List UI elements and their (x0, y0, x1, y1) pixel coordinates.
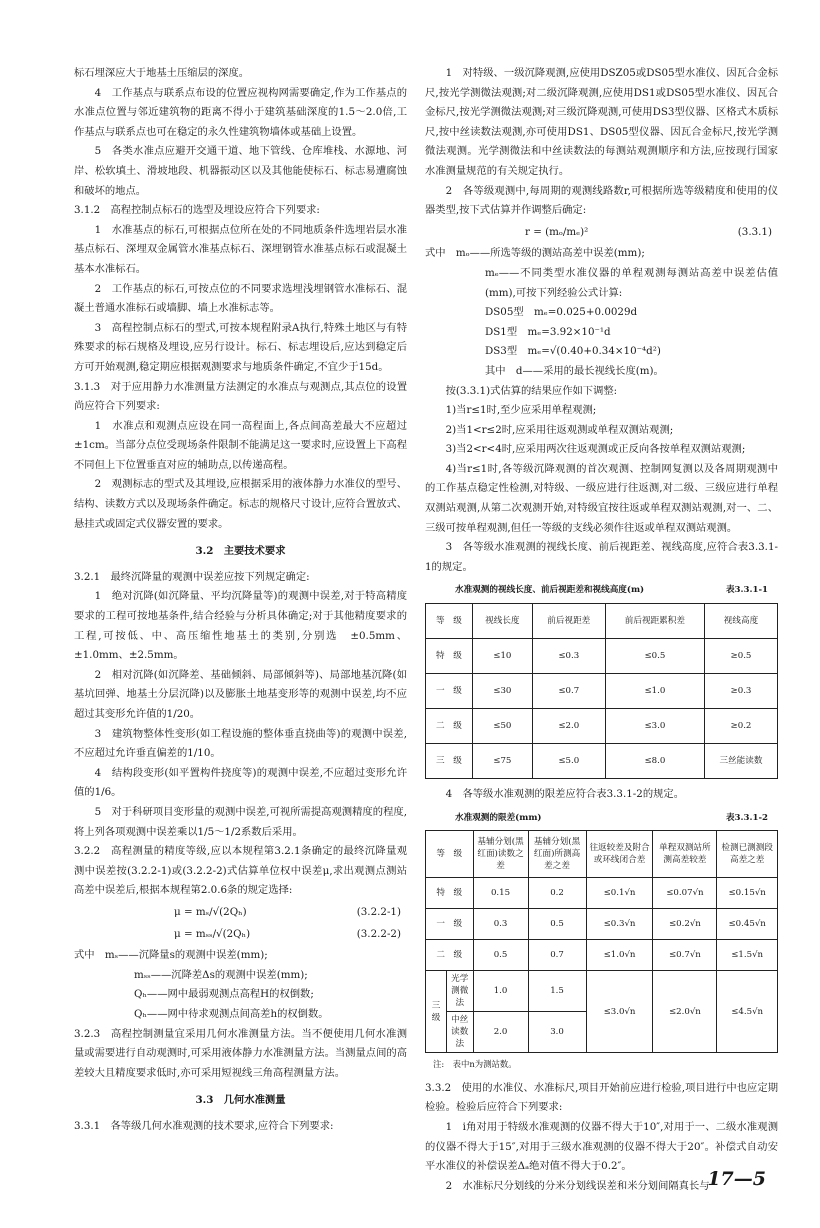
table-cell: 0.15 (473, 878, 528, 909)
paragraph: 按(3.3.1)式估算的结果应作如下调整: (445, 384, 618, 397)
formula-number: (3.2.2-2) (356, 927, 401, 940)
paragraph: 3 建筑物整体性变形(如工程设施的整体垂直挠曲等)的观测中误差,不应超过允许垂直偏差的1/10。 (74, 727, 407, 760)
table-cell: ≤3.0 (605, 709, 704, 744)
formula-definition: 其中 d——采用的最长视线长度(m)。 (485, 364, 664, 377)
sight-line-table (425, 603, 778, 779)
formula-row (74, 925, 407, 945)
table-header: 检测已测测段高差之差 (717, 831, 778, 878)
list-item: 3)当2<r<4时,应采用两次往返观测或正反向各按单程双测站观测; (445, 443, 746, 456)
table-row (426, 709, 778, 744)
list-item: 1)当r≤1时,至少应采用单程观测; (445, 404, 597, 417)
clause-heading: 3.3.2 使用的水准仪、水准标尺,项目开始前应进行检验,项目进行中也应定期检验。检验后应符合下列要求: (425, 1081, 778, 1114)
clause-heading: 3.1.3 对于应用静力水准测量方法测定的水准点与观测点,其点位的设置尚应符合下列要求: (74, 380, 407, 413)
table-row (426, 639, 778, 674)
table-cell: 0.2 (528, 878, 586, 909)
table-number: 表3.3.1-2 (725, 812, 768, 823)
table-title: 水准观测的视线长度、前后视距差和视线高度(m) (455, 585, 645, 596)
clause-heading: 3.2.2 高程测量的精度等级,应以本规程第3.2.1条确定的最终沉降量观测中误差按(3.2.2-1)或(3.2.2-2)式估算单位权中误差μ,求出观测点测站高差中误差后,根据本规程第2.0.6条的规定选择: (74, 845, 407, 897)
paragraph: 2 工作基点的标石,可按点位的不同要求选埋浅埋钢管水准标石、混凝土普通水准标石或墙脚、墙上水准标志等。 (74, 282, 407, 315)
formula-definition: mₛₛ——沉降差Δs的观测中误差(mm); (134, 968, 308, 981)
table-cell: 中丝读数法 (447, 1012, 474, 1053)
table-cell: ≤1.0 (605, 674, 704, 709)
table-header: 视线高度 (704, 604, 777, 639)
table-header: 基辅分划(黑红面)所测高差之差 (528, 831, 586, 878)
paragraph: 2 各等级观测中,每周期的观测线路数r,可根据所选等级精度和使用的仪器类型,按下式估算并作调整后确定: (425, 184, 778, 217)
paragraph: 1 对特级、一级沉降观测,应使用DSZ05或DS05型水准仪、因瓦合金标尺,按光学测微法观测;对二级沉降观测,应使用DS1或DS05型水准仪、因瓦合金标尺,按光学测微法观测;对三级沉降观测,可使用DS3型仪器、区格式木质标尺,按中丝读数法观测,亦可使用DS1、DS05型仪器、因瓦合金标尺,按光学测微法观测。光学测微法和中丝读数法的每测站观测顺序和方法,应按现行国家水准测量规范的有关规定执行。 (425, 67, 778, 177)
section-title: 3.2 主要技术要求 (195, 545, 286, 558)
right-column (425, 64, 778, 1196)
formula-number: (3.3.1) (737, 225, 772, 238)
table-row (426, 940, 778, 971)
table-cell: ≤0.15√n (717, 878, 778, 909)
table-row (426, 744, 778, 779)
paragraph: 4 各等级水准观测的限差应符合表3.3.1-2的规定。 (445, 788, 685, 801)
table-cell: ≥0.3 (704, 674, 777, 709)
formula: μ = mₛₛ/√(2Qₕ) (174, 927, 251, 940)
table-header: 单程双测站所测高差较差 (653, 831, 717, 878)
table-row (426, 878, 778, 909)
table-cell: ≤3.0√n (586, 971, 653, 1053)
table-row (426, 909, 778, 940)
table-cell: ≥0.5 (704, 639, 777, 674)
table-note: 注: 表中n为测站数。 (433, 1059, 517, 1070)
table-cell: ≤0.07√n (653, 878, 717, 909)
table-cell: 特 级 (426, 878, 474, 909)
formula-definition: 式中 mₛ——沉降量s的观测中误差(mm); (74, 949, 268, 962)
table-header: 基辅分划(黑红面)读数之差 (473, 831, 528, 878)
paragraph: 2 水准标尺分划线的分米分划线误差和米分划间隔真长与 (445, 1179, 710, 1192)
formula: r = (mₒ/mₑ)² (525, 225, 589, 238)
formula-definition: 式中 mₒ——所选等级的测站高差中误差(mm); (425, 247, 645, 260)
table-cell: ≤0.3√n (586, 909, 653, 940)
table-cell: 三级 (426, 971, 447, 1053)
table-cell: 0.3 (473, 909, 528, 940)
table-caption (425, 809, 778, 829)
table-cell: ≤2.0 (532, 709, 605, 744)
table-cell: ≤4.5√n (717, 971, 778, 1053)
formula-number: (3.2.2-1) (356, 905, 401, 918)
table-cell: ≤0.2√n (653, 909, 717, 940)
table-cell: 三丝能读数 (704, 744, 777, 779)
formula: μ = mₛ/√(2Qₕ) (174, 905, 247, 918)
section-title: 3.3 几何水准测量 (195, 1094, 286, 1107)
table-header: 等 级 (426, 831, 474, 878)
table-cell: 0.7 (528, 940, 586, 971)
table-cell: 二 级 (426, 940, 474, 971)
table-number: 表3.3.1-1 (725, 585, 768, 596)
empirical-formula: DS05型 mₑ=0.025+0.0029d (485, 306, 638, 319)
paragraph: 4 结构段变形(如平置构件挠度等)的观测中误差,不应超过变形允许值的1/6。 (74, 766, 407, 799)
empirical-formula: DS3型 mₑ=√(0.40+0.34×10⁻⁴d²) (485, 345, 661, 358)
table-cell: ≤8.0 (605, 744, 704, 779)
table-header: 前后视距差 (532, 604, 605, 639)
list-item: 2)当1<r≤2时,应采用往返观测或单程双测站观测; (445, 423, 674, 436)
paragraph: 5 各类水准点应避开交通干道、地下管线、仓库堆栈、水源地、河岸、松软填土、滑坡地段、机器振动区以及其他能使标石、标志易遭腐蚀和破坏的地点。 (74, 145, 407, 197)
table-cell: ≤0.3 (532, 639, 605, 674)
table-cell: ≤0.5 (605, 639, 704, 674)
paragraph: 标石埋深应大于地基土压缩层的深度。 (74, 67, 250, 79)
formula-row (74, 903, 407, 923)
table-cell: 1.5 (528, 971, 586, 1012)
table-cell: ≥0.2 (704, 709, 777, 744)
left-column (74, 64, 407, 1136)
table-cell: 3.0 (528, 1012, 586, 1053)
formula-definition: Qₕ——网中最弱观测点高程H的权倒数; (134, 988, 314, 1001)
table-cell: ≤0.7√n (653, 940, 717, 971)
table-cell: 特 级 (426, 639, 473, 674)
table-header: 前后视距累积差 (605, 604, 704, 639)
clause-heading: 3.2.3 高程控制测量宜采用几何水准测量方法。当不便使用几何水准测量或需要进行自动观测时,可采用液体静力水准测量方法。当测量点间的高差较大且精度要求低时,亦可采用短视线三角高程测量方法。 (74, 1027, 407, 1079)
paragraph: 1 绝对沉降(如沉降量、平均沉降量等)的观测中误差,对于特高精度要求的工程可按地基条件,结合经验与分析具体确定;对于其他精度要求的工程,可按低、中、高压缩性地基土的类别,分别选 ±0.5mm、±1.0mm、±2.5mm。 (74, 590, 407, 662)
table-cell: ≤1.5√n (717, 940, 778, 971)
table-cell: ≤0.7 (532, 674, 605, 709)
paragraph: 1 水准点和观测点应设在同一高程面上,各点间高差最大不应超过±1cm。当部分点位受现场条件限制不能满足这一要求时,应设置上下高程不同但上下位置垂直对应的辅助点,以传递高程。 (74, 419, 407, 471)
table-cell: 0.5 (473, 940, 528, 971)
paragraph: 5 对于科研项目变形量的观测中误差,可视所需提高观测精度的程度,将上列各项观测中误差乘以1/5～1/2系数后采用。 (74, 805, 407, 838)
table-cell: 一 级 (426, 909, 474, 940)
table-header: 往返较差及附合或环线闭合差 (586, 831, 653, 878)
table-cell: ≤0.1√n (586, 878, 653, 909)
formula-definition: mₑ——不同类型水准仪器的单程观测每测站高差中误差估值(mm),可按下列经验公式计算: (485, 266, 778, 299)
tolerance-table (425, 830, 778, 1053)
empirical-formula: DS1型 mₑ=3.92×10⁻¹d (485, 325, 611, 338)
clause-heading: 3.1.2 高程控制点标石的选型及埋设应符合下列要求: (74, 204, 320, 217)
table-header: 视线长度 (472, 604, 532, 639)
page-number: 17—5 (707, 1168, 766, 1190)
paragraph: 1 水准基点的标石,可根据点位所在处的不同地质条件选埋岩层水准基点标石、深埋双金属管水准基点标石、深埋钢管水准基点标石或混凝土基本水准标石。 (74, 223, 407, 275)
table-title: 水准观测的限差(mm) (455, 812, 542, 823)
table-header-row (426, 831, 778, 878)
table-row (426, 971, 778, 1012)
paragraph: 2 观测标志的型式及其埋设,应根据采用的液体静力水准仪的型号、结构、读数方式以及现场条件确定。标志的规格尺寸设计,应符合置放式、悬挂式或固定式仪器安置的要求。 (74, 478, 407, 530)
list-item: 4)当r≤1时,各等级沉降观测的首次观测、控制网复测以及各周期观测中的工作基点稳定性检测,对特级、一级应进行往返测,对二级、三级应进行单程双测站观测,从第二次观测开始,对特级宜按往返或单程双测站观测,对一、二、三级可按单程观测,但任一等级的支线必须作往返或单程双测站观测。 (425, 462, 778, 534)
table-cell: 三 级 (426, 744, 473, 779)
table-cell: 二 级 (426, 709, 473, 744)
table-row (426, 674, 778, 709)
table-cell: ≤1.0√n (586, 940, 653, 971)
paragraph: 4 工作基点与联系点布设的位置应视构网需要确定,作为工作基点的水准点位置与邻近建筑物的距离不得小于建筑基础深度的1.5～2.0倍,工作基点与联系点也可在稳定的永久性建筑物墙体或基础上设置。 (74, 86, 407, 138)
paragraph: 3 高程控制点标石的型式,可按本规程附录A执行,特殊土地区与有特殊要求的标石规格及埋设,应另行设计。标石、标志埋设后,应达到稳定后方可开始观测,稳定期应根据观测要求与地质条件确定,不宜少于15d。 (74, 321, 407, 373)
table-header-row (426, 604, 778, 639)
paragraph: 2 相对沉降(如沉降差、基础倾斜、局部倾斜等)、局部地基沉降(如基坑回弹、地基土分层沉降)以及膨胀土地基变形等的观测中误差,均不应超过其变形允许值的1/20。 (74, 668, 407, 720)
table-cell: ≤0.45√n (717, 909, 778, 940)
table-header: 等 级 (426, 604, 473, 639)
clause-heading: 3.3.1 各等级几何水准观测的技术要求,应符合下列要求: (74, 1119, 334, 1132)
paragraph: 3 各等级水准观测的视线长度、前后视距差、视线高度,应符合表3.3.1-1的规定。 (425, 541, 778, 573)
formula-definition: Qₕ——网中待求观测点间高差h的权倒数。 (134, 1007, 329, 1020)
table-cell: ≤30 (472, 674, 532, 709)
table-cell: ≤2.0√n (653, 971, 717, 1053)
table-caption (425, 581, 778, 601)
table-cell: 0.5 (528, 909, 586, 940)
formula-row (425, 223, 778, 243)
table-cell: 一 级 (426, 674, 473, 709)
table-cell: 光学测微法 (447, 971, 474, 1012)
table-cell: ≤75 (472, 744, 532, 779)
table-cell: ≤50 (472, 709, 532, 744)
clause-heading: 3.2.1 最终沉降量的观测中误差应按下列规定确定: (74, 570, 310, 583)
table-cell: ≤10 (472, 639, 532, 674)
paragraph: 1 i角对用于特级水准观测的仪器不得大于10″,对用于一、二级水准观测的仪器不得大于15″,对用于三级水准观测的仪器不得大于20″。补偿式自动安平水准仪的补偿误差Δₐ绝对值不得大于0.2″。 (425, 1121, 778, 1173)
table-cell: ≤5.0 (532, 744, 605, 779)
table-cell: 1.0 (473, 971, 528, 1012)
table-cell: 2.0 (473, 1012, 528, 1053)
